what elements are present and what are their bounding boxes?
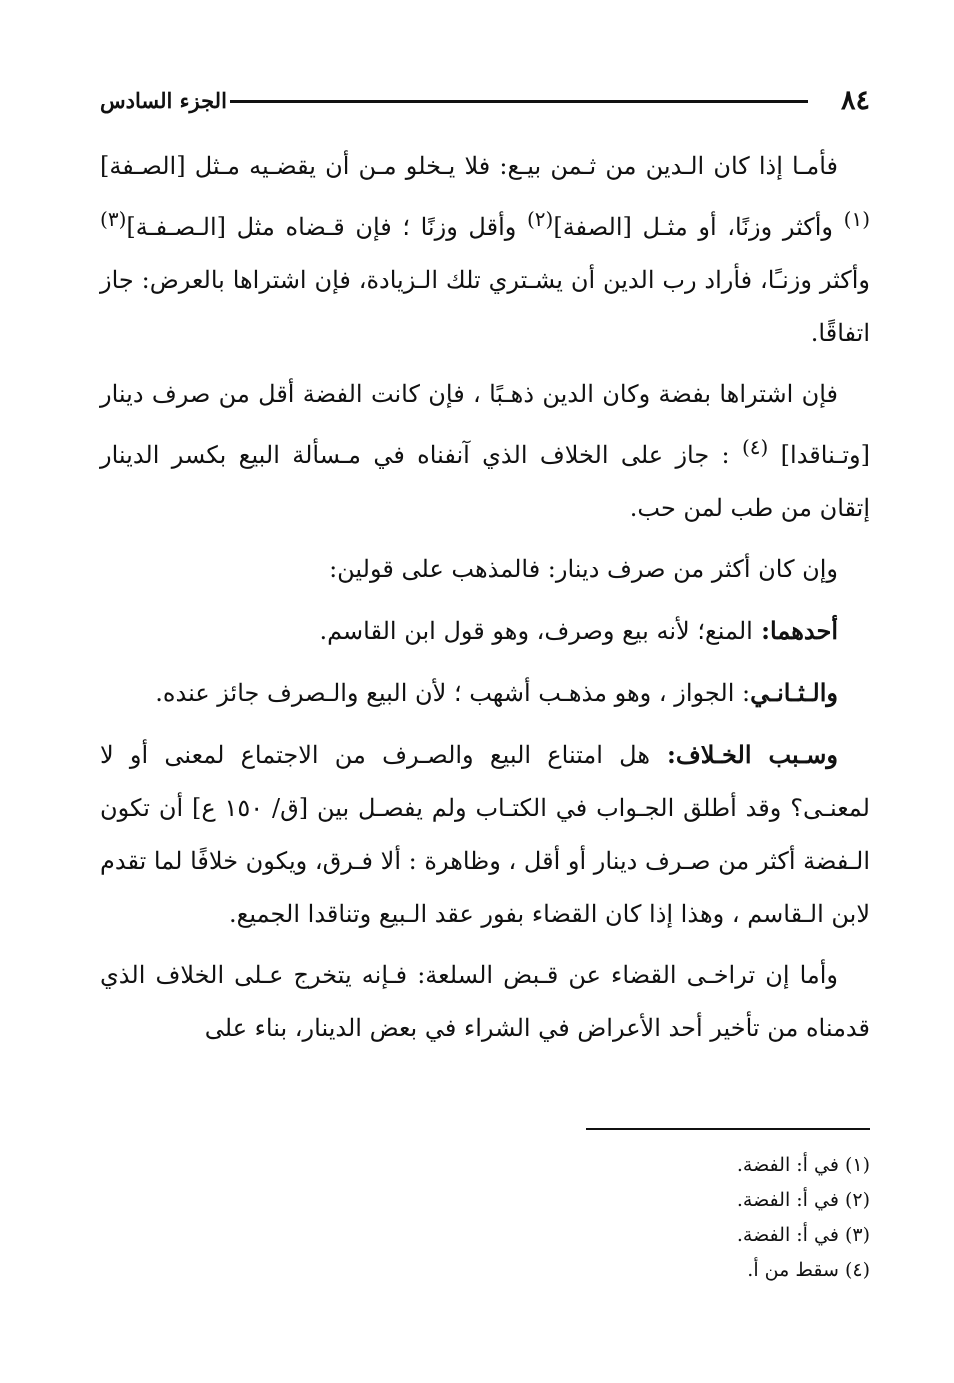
text-run: وأكثر وزنًا، أو مثـل [الصفة] <box>553 213 844 241</box>
footnote-3: (٣) في أ: الفضة. <box>736 1224 870 1246</box>
footnotes <box>470 1148 870 1288</box>
bold-heading: وسـبب الخـلاف: <box>650 740 839 769</box>
bold-heading: والـثـانـي <box>750 678 838 707</box>
footnote-ref: (٣) <box>100 207 127 231</box>
text-run: وإن كان أكثر من صرف دينار: فالمذهب على قولين: <box>329 555 838 583</box>
running-title: الجزء السادس <box>100 88 227 113</box>
page-number: ٨٤ <box>840 85 870 116</box>
text-run: وأقل وزنًا ؛ فإن قـضاه مثل [الـصـفـة] <box>126 213 527 241</box>
footnote-ref: (٢) <box>526 207 554 231</box>
footnote-2: (٢) في أ: الفضة. <box>736 1189 870 1211</box>
paragraph-5 <box>100 666 870 720</box>
main-text <box>100 140 870 1063</box>
page-header <box>100 82 870 122</box>
paragraph-7 <box>100 949 870 1055</box>
text-run: المنع؛ لأنه بيع وصرف، وهو قول ابن القاسم. <box>319 617 753 645</box>
paragraph-1 <box>100 140 870 360</box>
footnote-ref: (١) <box>843 207 870 231</box>
paragraph-4 <box>100 604 870 658</box>
footnote-4: (٤) سقط من أ. <box>747 1259 870 1281</box>
text-run: فأمـا إذا كان الـدين من ثـمن بيـع: فلا يـخلو مـن أن يقضـيه مـثل [الصـفة] <box>100 152 838 180</box>
footnote-ref: (٤) <box>741 435 769 459</box>
header-rule <box>230 100 808 103</box>
text-run: هل امتناع البيع والصـرف من الاجتماع لمعنى أو لا لمعنـى؟ وقد أطلق الجـواب في الكتـاب ولم يفصـل بين [ق/ ١٥٠ ع] أن تكون الـفضة أكثر من صـرف دينار أو أقل ، وظاهرة : ألا فـرق، ويكون خلافًا لما تقدم لابن الـقاسم ، وهذا إذا كان القضاء بفور عقد الـبيع وتناقدا الجميع. <box>100 741 870 928</box>
text-run: فإن اشتراها بفضة وكان الدين ذهـبًا ، فإن كانت الفضة أقل من صرف دينار [وتـناقدا] <box>100 380 871 469</box>
text-run: : الجواز ، وهو مذهـب أشهب ؛ لأن البيع والـصرف جائز عنده. <box>155 679 751 707</box>
paragraph-2 <box>100 368 870 535</box>
footnote-separator <box>586 1128 870 1130</box>
text-run: وأكثر وزنـًا، فأراد رب الدين أن يشـتري تلك الـزيادة، فإن اشتراها بالعرض: جاز اتفاقًا. <box>100 266 870 347</box>
footnote-1: (١) في أ: الفضة. <box>736 1154 870 1176</box>
bold-heading: أحدهما: <box>752 616 838 645</box>
paragraph-3 <box>100 543 870 596</box>
text-run: وأما إن تراخـى القضاء عن قـبض السلعة: فـإنه يتخرج عـلى الخلاف الذي قدمناه من تأخير أحد الأعراض في الشراء في بعض الدينار، بناء على <box>100 961 870 1042</box>
paragraph-6 <box>100 728 870 941</box>
text-run: : جاز على الخلاف الذي آنفناه في مـسألة البيع بكسر الدينار إتقان من طب لمن حب. <box>100 441 870 522</box>
